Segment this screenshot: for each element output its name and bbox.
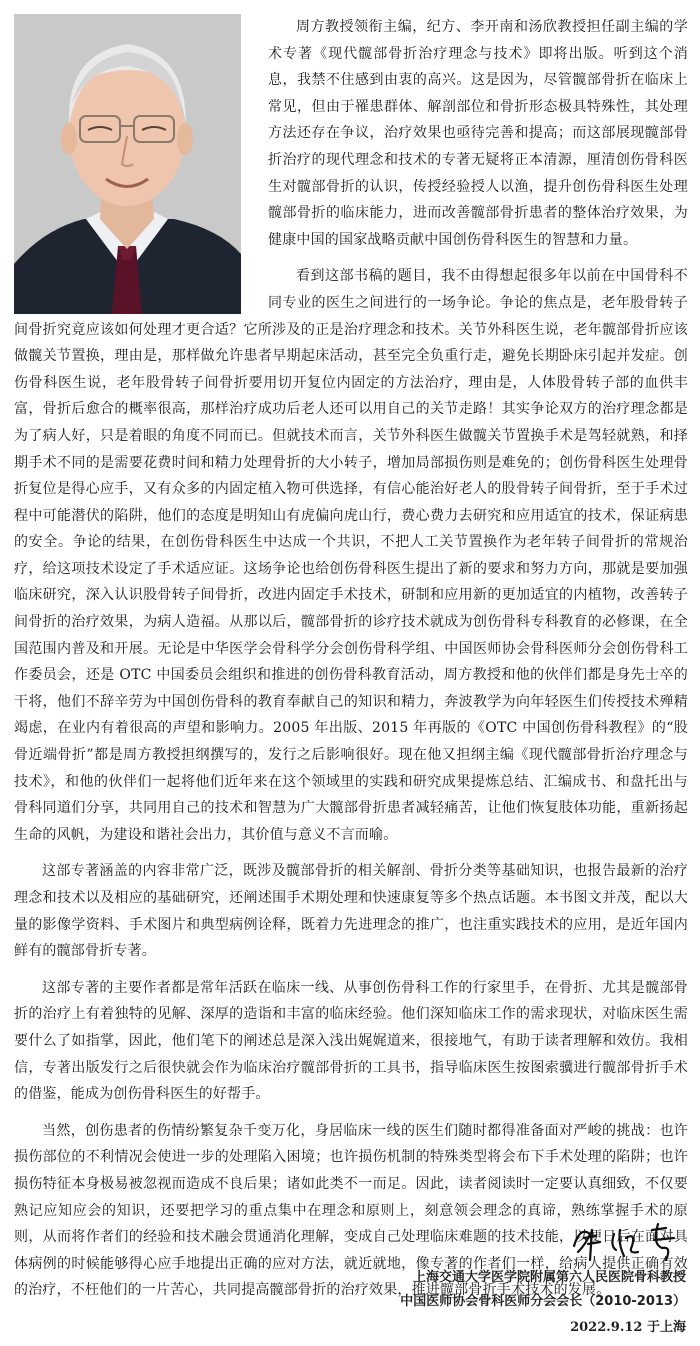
paragraph: 看到这部书稿的题目，我不由得想起很多年以前在中国骨科不同专业的医生之间进行的一场争论。争论的焦点是，老年股骨转子间骨折究竟应该如何处理才更合适？它所涉及的正是治疗理念和技术。关节外科医生说，老年髋部骨折应该做髋关节置换，理由是，那样做允许患者早期起床活动，甚至完全负重行走，避免长期卧床引起并发症。创伤骨科医生说，老年股骨转子间骨折要用切开复位内固定的方法治疗，理由是，人体股骨转子部的血供丰富，骨折后愈合的概率很高，那样治疗成功后老人还可以用自己的关节走路！其实争论双方的治疗理念都是为了病人好，只是着眼的角度不同而已。但就技术而言，关节外科医生做髋关节置换手术是驾轻就熟，和择期手术不同的是需要花费时间和精力处理骨折的大小转子，增加局部损伤则是难免的；创伤骨科医生处理骨折复位是得心应手，又有众多的内固定植入物可供选择，有信心能治好老人的股骨转子间骨折，至于手术过程中可能潜伏的陷阱，他们的态度是明知山有虎偏向虎山行，费心费力去研究和应用适宜的技术，保证病患的安全。争论的结果，在创伤骨科医生中达成一个共识，不把人工关节置换作为老年转子间骨折的常规治疗，给这项技术设定了手术适应证。这场争论也给创伤骨科医生提出了新的要求和努力方向，那就是要加强临床研究，深入认识股骨转子间骨折，改进内固定手术技术，研制和应用新的更加适宜的内植物，改善转子间骨折的治疗效果，为病人造福。从那以后，髋部骨折的诊疗技术就成为创伤骨科专科教育的必修课，在全国范围内普及和开展。无论是中华医学会骨科学分会创伤骨科学组、中国医师协会骨科医师分会创伤骨科工作委员会，还是 OTC 中国委员会组织和推进的创伤骨科教育活动，周方教授和他的伙伴们都是身先士卒的干将，他们不辞辛劳为中国创伤骨科的教育奉献自己的知识和精力，奔波教学为向年轻医生们传授技术殚精竭虑，在业内有着很高的声望和影响力。2005 年出版、2015 年再版的《OTC 中国创伤骨科教程》的“股骨近端骨折”都是周方教授担纲撰写的，发行之后影响很好。现在他又担纲主编《现代髋部骨折治疗理念与技术》，和他的伙伴们一起将他们近年来在这个领域里的实践和研究成果提炼总结、汇编成书、和盘托出与骨科同道们分享，共同用自己的技术和智慧为广大髋部骨折患者减轻痛苦，让他们恢复肢体功能，重新扬起生命的风帆，为建设和谐社会出力，其价值与意义不言而喻。: [14, 268, 688, 843]
signing-date: 2022.9.12 于上海: [570, 1320, 686, 1335]
affiliation-line: 上海交通大学医学院附属第六人民医院骨科教授: [412, 1270, 686, 1285]
portrait-spacer: [14, 33, 256, 316]
author-affiliation: [400, 1266, 686, 1314]
paragraph: 这部专著的主要作者都是常年活跃在临床一线、从事创伤骨科工作的行家里手，在骨折、尤其是髋部骨折的治疗上有着独特的见解、深厚的造诣和丰富的临床经验。他们深知临床工作的需求现状，对临床医生需要什么了如指掌，因此，他们笔下的阐述总是深入浅出娓娓道来，很接地气，有助于读者理解和效仿。我相信，专著出版发行之后很快就会作为临床治疗髋部骨折的工具书，指导临床医生按图索骥进行髋部骨折手术的借鉴，能成为创伤骨科医生的好帮手。: [14, 979, 688, 1103]
affiliation-line: 中国医师协会骨科医师分会会长（2010-2013）: [400, 1294, 686, 1309]
handwritten-signature: [566, 1216, 686, 1266]
paragraph: 当然，创伤患者的伤情纷繁复杂千变万化，身居临床一线的医生们随时都得准备面对严峻的挑战：也许损伤部位的不利情况会使进一步的处理陷入困境；也许损伤机制的特殊类型将会布下手术处理的陷阱；也许损伤特征本身极易被忽视而造成不良后果；诸如此类不一而足。因此，读者阅读时一定要认真细致，不仅要熟记应知应会的知识，还要把学习的重点集中在理念和原则上，刻意领会理念的真谛，熟练掌握手术的原则，从而将作者们的经验和技术融会贯通消化理解，变成自己处理临床难题的技术技能，以便日后在面对具体病例的时候能够得心应手地提出正确的应对方法，就近就地，像专著的作者们一样，给病人提供正确有效的治疗，不枉他们的一片苦心，共同提高髋部骨折的治疗效果，推进髋部骨折手术技术的发展。: [14, 1122, 688, 1299]
foreword-body: [14, 19, 688, 1304]
paragraph: 这部专著涵盖的内容非常广泛，既涉及髋部骨折的相关解剖、骨折分类等基础知识，也报告最新的治疗理念和技术以及相应的基础研究，还阐述围手术期处理和快速康复等多个热点话题。本书图文并茂，配以大量的影像学资料、手术图片和典型病例诠释，既着力先进理念的推广，也注重实践技术的应用，是近年国内鲜有的髋部骨折专著。: [14, 863, 688, 960]
paragraph: 周方教授领衔主编，纪方、李开南和汤欣教授担任副主编的学术专著《现代髋部骨折治疗理念与技术》即将出版。听到这个消息，我禁不住感到由衷的高兴。这是因为，尽管髋部骨折在临床上常见，但由于罹患群体、解剖部位和骨折形态极具特殊性，其处理方法还存在争议，治疗效果也亟待完善和提高；而这部展现髋部骨折治疗的现代理念和技术的专著无疑将正本清源，厘清创伤骨科医生对髋部骨折的认识，传授经验授人以渔，提升创伤骨科医生处理髋部骨折的临床能力，进而改善髋部骨折患者的整体治疗效果，为健康中国的国家战略贡献中国创伤骨科医生的智慧和力量。: [268, 19, 688, 248]
